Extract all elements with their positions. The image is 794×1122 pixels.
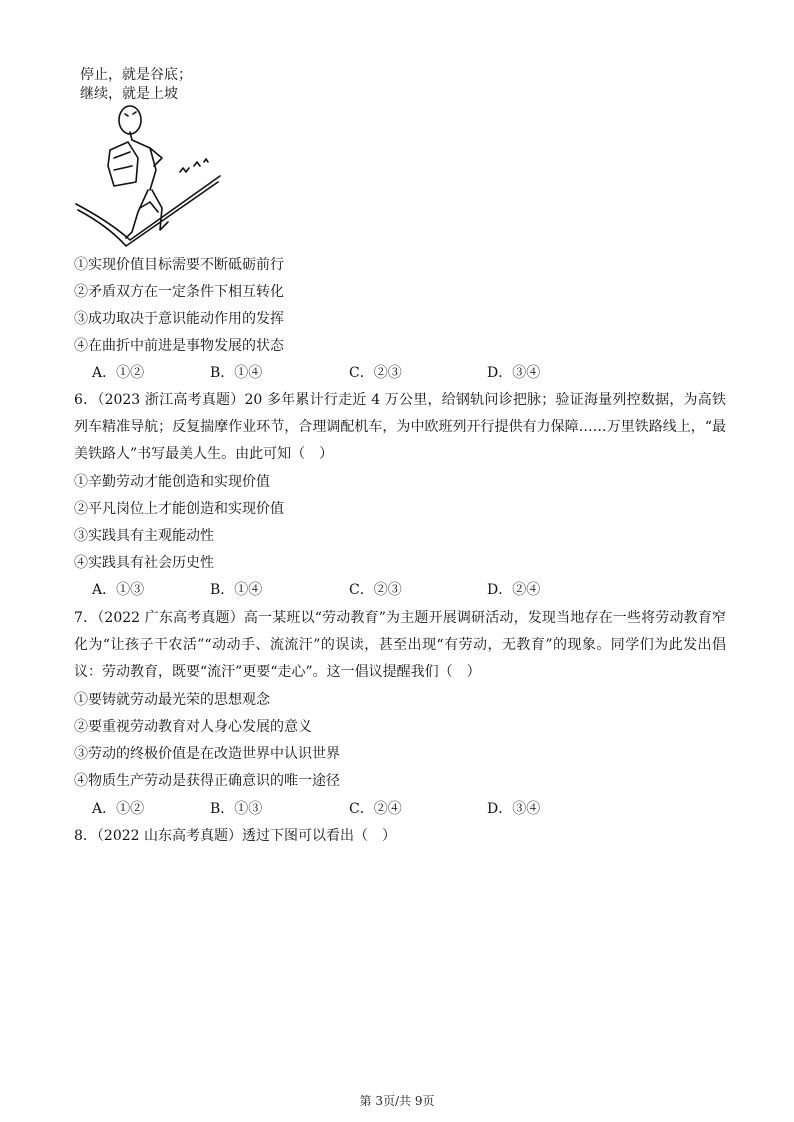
q7-statement-1: ①要铸就劳动最光荣的思想观念 [74, 692, 270, 708]
q7-option-c[interactable]: C．②④ [349, 801, 402, 817]
q7-statement-3: ③劳动的终极价值是在改造世界中认识世界 [74, 746, 340, 762]
q6-option-a[interactable]: A．①③ [92, 582, 145, 598]
q6-stem: 6．（2023 浙江高考真题）20 多年累计行走近 4 万公里，给钢轨问诊把脉；验证海量列控数据，为高铁列车精准导航；反复揣摩作业环节，合理调配机车，为中欧班列开行提供有力保障……万里铁路线上，“最美铁路人”书写最美人生。由此可知（ ） [74, 392, 726, 462]
q5-statement-4: ④在曲折中前进是事物发展的状态 [74, 338, 284, 354]
q7-option-d[interactable]: D．③④ [487, 801, 541, 817]
q8-stem: 8．（2022 山东高考真题）透过下图可以看出（ ） [74, 828, 396, 844]
q6-statement-2: ②平凡岗位上才能创造和实现价值 [74, 501, 284, 517]
figure-caption-line1: 停止，就是谷底； [80, 67, 192, 83]
q5-statement-2: ②矛盾双方在一定条件下相互转化 [74, 284, 284, 300]
q7-option-a[interactable]: A．①② [92, 801, 145, 817]
q7-option-b[interactable]: B．①③ [210, 801, 263, 817]
q5-statement-1: ①实现价值目标需要不断砥砺前行 [74, 257, 284, 273]
q6-statement-3: ③实践具有主观能动性 [74, 528, 214, 544]
hiker-drawing-icon [70, 62, 230, 248]
q5-option-d[interactable]: D．③④ [487, 365, 541, 381]
cartoon-figure [70, 62, 230, 248]
q5-option-a[interactable]: A．①② [92, 365, 145, 381]
q6-statement-4: ④实践具有社会历史性 [74, 555, 214, 571]
q7-stem: 7．（2022 广东高考真题）高一某班以“劳动教育”为主题开展调研活动，发现当地存在一些将劳动教育窄化为“让孩子干农活”“动动手、流流汗”的误读，甚至出现“有劳动，无教育”的现象。同学们为此发出倡议：劳动教育，既要“流汗”更要“走心”。这一倡议提醒我们（ ） [74, 610, 726, 680]
q5-option-b[interactable]: B．①④ [210, 365, 263, 381]
q5-option-c[interactable]: C．②③ [349, 365, 402, 381]
q6-statement-1: ①辛勤劳动才能创造和实现价值 [74, 474, 270, 490]
figure-caption-line2: 继续，就是上坡 [80, 86, 178, 102]
q6-option-b[interactable]: B．①④ [210, 582, 263, 598]
q7-statement-4: ④物质生产劳动是获得正确意识的唯一途径 [74, 773, 340, 789]
q6-option-d[interactable]: D．②④ [487, 582, 541, 598]
q7-statement-2: ②要重视劳动教育对人身心发展的意义 [74, 719, 312, 735]
q6-option-c[interactable]: C．②③ [349, 582, 402, 598]
q5-statement-3: ③成功取决于意识能动作用的发挥 [74, 311, 284, 327]
page-footer: 第 3页/共 9页 [359, 1094, 435, 1108]
